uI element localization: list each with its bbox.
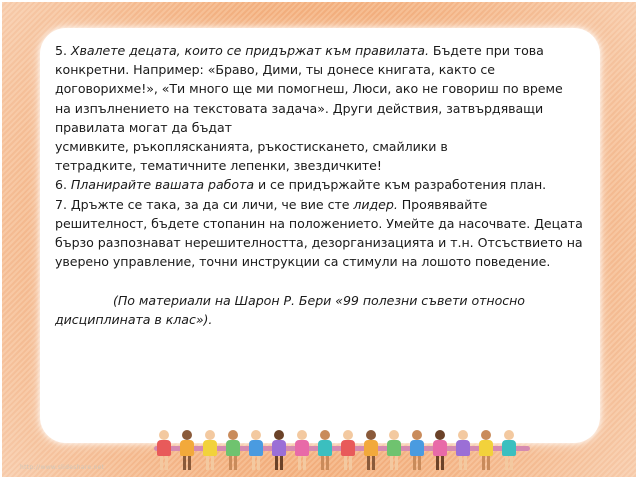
child-head	[205, 430, 215, 440]
child-legs	[390, 456, 398, 470]
child-figure	[156, 430, 172, 474]
child-body	[387, 440, 401, 456]
child-figure	[478, 430, 494, 474]
child-head	[389, 430, 399, 440]
child-legs	[436, 456, 444, 470]
child-legs	[252, 456, 260, 470]
text-span: 7. Дръжте се така, за да си личи, че вие сте	[55, 196, 354, 212]
child-figure	[455, 430, 471, 474]
text-line: уверено управление, точни инструкции са стимули на лошото поведение.	[55, 254, 551, 270]
child-figure	[340, 430, 356, 474]
child-head	[274, 430, 284, 440]
child-body	[180, 440, 194, 456]
child-legs	[505, 456, 513, 470]
child-figure	[432, 430, 448, 474]
text-line	[55, 195, 595, 214]
child-legs	[367, 456, 375, 470]
point-heading: Планирайте вашата работа	[70, 177, 254, 193]
text-line: договорихме!», «Ти много ще ми помогнеш, Люси, ако не говориш по време	[55, 81, 563, 97]
child-head	[159, 430, 169, 440]
child-figure	[248, 430, 264, 474]
child-body	[456, 440, 470, 456]
child-figure	[386, 430, 402, 474]
child-figure	[179, 430, 195, 474]
child-legs	[413, 456, 421, 470]
child-body	[502, 440, 516, 456]
text-span: Бъдете при това	[428, 43, 544, 58]
point-number: 5.	[55, 43, 71, 58]
child-figure	[501, 430, 517, 474]
text-line: конкретни. Например: «Браво, Дими, ты донесе книгата, както се	[55, 62, 495, 78]
child-body	[341, 440, 355, 456]
child-legs	[229, 456, 237, 470]
child-head	[251, 430, 261, 440]
child-legs	[183, 456, 191, 470]
child-body	[410, 440, 424, 456]
child-legs	[298, 456, 306, 470]
child-body	[318, 440, 332, 456]
child-head	[504, 430, 514, 440]
child-body	[203, 440, 217, 456]
source-citation-text: (По материали на Шарон Р. Бери «99 полезни съвети относно	[113, 292, 525, 308]
child-body	[479, 440, 493, 456]
child-legs	[321, 456, 329, 470]
child-legs	[160, 456, 168, 470]
child-figure	[271, 430, 287, 474]
child-head	[320, 430, 330, 440]
child-head	[297, 430, 307, 440]
child-head	[366, 430, 376, 440]
text-span: и се придържайте към разработения план.	[254, 177, 547, 193]
child-legs	[482, 456, 490, 470]
child-body	[364, 440, 378, 456]
source-citation-text: дисциплината в клас»).	[55, 311, 213, 327]
child-figure	[225, 430, 241, 474]
child-head	[458, 430, 468, 440]
text-line	[55, 175, 595, 194]
child-head	[412, 430, 422, 440]
slide-text-body	[55, 41, 595, 329]
watermark: http://www.slideshare.net	[20, 464, 105, 471]
child-body	[295, 440, 309, 456]
child-body	[249, 440, 263, 456]
point-heading: Хвалете децата, които се придържат към правилата.	[70, 43, 429, 58]
text-span: Проявявайте	[397, 196, 488, 212]
text-line: правилата могат да бъдат	[55, 119, 232, 135]
child-legs	[275, 456, 283, 470]
child-figure	[202, 430, 218, 474]
source-citation-line	[55, 291, 595, 310]
child-legs	[344, 456, 352, 470]
child-head	[228, 430, 238, 440]
emphasis-word: лидер.	[353, 196, 398, 212]
blank-line	[55, 271, 595, 290]
child-body	[226, 440, 240, 456]
child-body	[157, 440, 171, 456]
text-line: решителност, бъдете стопанин на положението. Умейте да насочвате. Децата	[55, 215, 583, 231]
child-head	[481, 430, 491, 440]
text-line	[55, 41, 595, 60]
source-citation-line	[55, 310, 595, 329]
children-holding-hands-decoration	[152, 426, 532, 476]
child-head	[343, 430, 353, 440]
child-figure	[317, 430, 333, 474]
child-body	[433, 440, 447, 456]
child-head	[435, 430, 445, 440]
text-line: на изпълнението на текстовата задача». Други действия, затвърдяващи	[55, 100, 544, 116]
text-line: тетрадките, тематичните лепенки, звездичките!	[55, 158, 382, 174]
child-body	[272, 440, 286, 456]
child-figure	[363, 430, 379, 474]
child-figure	[409, 430, 425, 474]
point-number: 6.	[55, 177, 71, 193]
text-line: усмивките, ръкоплясканията, ръкостисканeто, смайлики в	[55, 139, 448, 155]
child-legs	[459, 456, 467, 470]
text-line: бързо разпознават нерешителността, дезорганизацията и т.н. Отсъствието на	[55, 235, 583, 251]
child-figure	[294, 430, 310, 474]
child-legs	[206, 456, 214, 470]
child-head	[182, 430, 192, 440]
